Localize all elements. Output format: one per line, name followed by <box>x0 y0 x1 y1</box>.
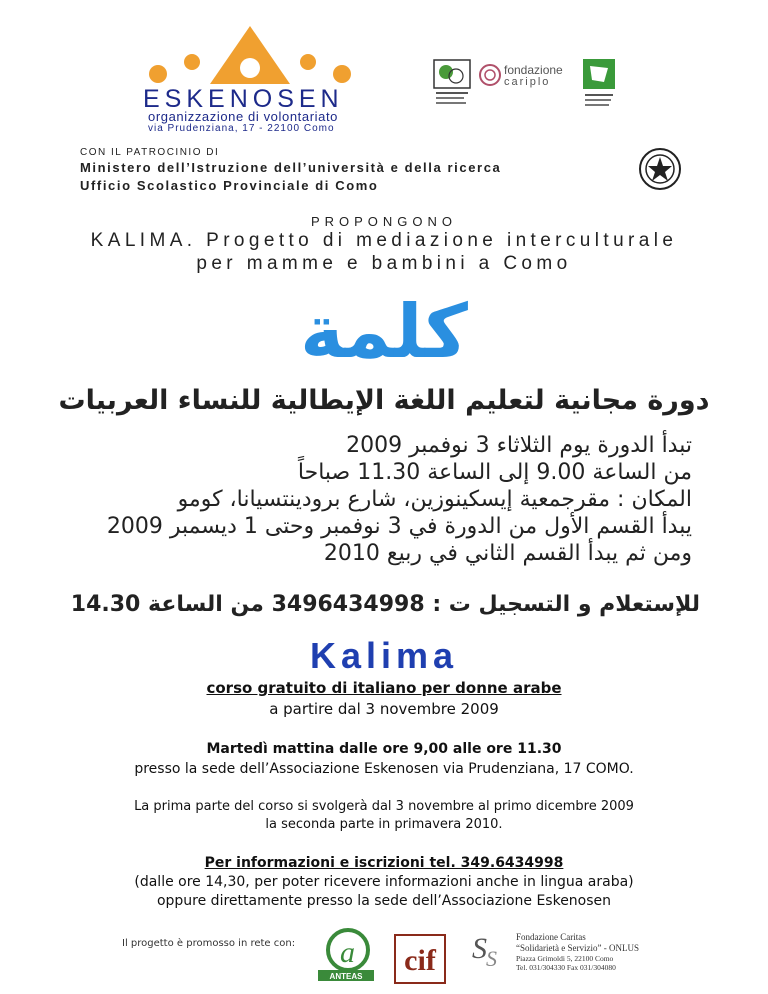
contact-hours: (dalle ore 14,30, per poter ricevere informazioni anche in lingua araba) <box>134 874 634 890</box>
cif-label: cif <box>404 944 436 977</box>
svg-text:a: a <box>340 936 355 969</box>
course-location: presso la sede dell’Associazione Eskenosen via Prudenziana, 17 COMO. <box>134 761 634 777</box>
arabic-line: يبدأ القسم الأول من الدورة في 3 نوفمبر وحتى 1 ديسمبر 2009 <box>106 514 692 539</box>
contact-phone: Per informazioni e iscrizioni tel. 349.6434998 <box>204 855 564 871</box>
italian-republic-emblem-icon <box>638 146 682 192</box>
network-label: Il progetto è promosso in rete con: <box>122 938 296 949</box>
course-second-part: la seconda parte in primavera 2010. <box>265 817 503 832</box>
svg-text:S: S <box>472 932 487 965</box>
org-name: ESKENOSEN <box>143 85 344 113</box>
course-first-part: La prima parte del corso si svolgerà dal 3 novembre al primo dicembre 2009 <box>134 799 634 814</box>
arabic-line: ومن ثم يبدأ القسم الثاني في ربيع 2010 <box>323 541 692 566</box>
office-name: Ufficio Scolastico Provinciale di Como <box>80 178 379 193</box>
ministry-name: Ministero dell’Istruzione dell’università e della ricerca <box>80 160 502 175</box>
caritas-name: Fondazione Caritas <box>516 932 586 942</box>
course-schedule: Martedì mattina dalle ore 9,00 alle ore 11.30 <box>206 741 562 757</box>
caritas-tagline: “Solidarietà e Servizio” - ONLUS <box>516 943 639 953</box>
cariplo-name-2: cariplo <box>504 76 551 88</box>
arabic-subtitle: دورة مجانية لتعليم اللغة الإيطالية للنساء العربيات <box>58 385 710 416</box>
caritas-phone: Tel. 031/304330 Fax 031/304080 <box>516 963 616 972</box>
arabic-line: المكان : مقرجمعية إيسكينوزين، شارع برودينتسيانا، كومو <box>177 487 692 512</box>
arabic-line: من الساعة 9.00 إلى الساعة 11.30 صباحاً <box>297 460 692 485</box>
arabic-kalima-word: كلمة <box>300 289 468 375</box>
patronage-label: CON IL PATROCINIO DI <box>80 147 220 158</box>
project-title-line1: KALIMA. Progetto di mediazione interculturale <box>90 230 678 251</box>
caritas-logo-icon <box>468 928 514 972</box>
org-address: via Prudenziana, 17 - 22100 Como <box>148 123 335 134</box>
anteas-label: ANTEAS <box>329 972 363 981</box>
eskenosen-logo-icon <box>140 18 360 88</box>
project-title-line2: per mamme e bambini a Como <box>196 253 572 274</box>
course-start: a partire dal 3 novembre 2009 <box>269 700 499 718</box>
anteas-logo-icon <box>316 926 376 982</box>
kalima-heading: Kalima <box>309 635 459 676</box>
arabic-line: تبدأ الدورة يوم الثلاثاء 3 نوفمبر 2009 <box>346 433 692 458</box>
propongono-label: PROPONGONO <box>310 214 458 229</box>
caritas-address: Piazza Grimoldi 5, 22100 Como <box>516 954 614 963</box>
svg-text:S: S <box>486 946 497 971</box>
cariplo-name: fondazione <box>504 63 563 77</box>
cif-logo-icon <box>394 934 446 984</box>
course-description: corso gratuito di italiano per donne arabe <box>206 679 562 697</box>
csv-logo-icon <box>582 58 616 110</box>
org-subtitle: organizzazione di volontariato <box>148 109 338 124</box>
arabic-contact-info: للإستعلام و التسجيل ت : 3496434998 من الساعة 14.30 <box>70 592 700 617</box>
partner-logo-icon <box>432 58 472 110</box>
contact-alternative: oppure direttamente presso la sede dell’Associazione Eskenosen <box>156 893 612 909</box>
